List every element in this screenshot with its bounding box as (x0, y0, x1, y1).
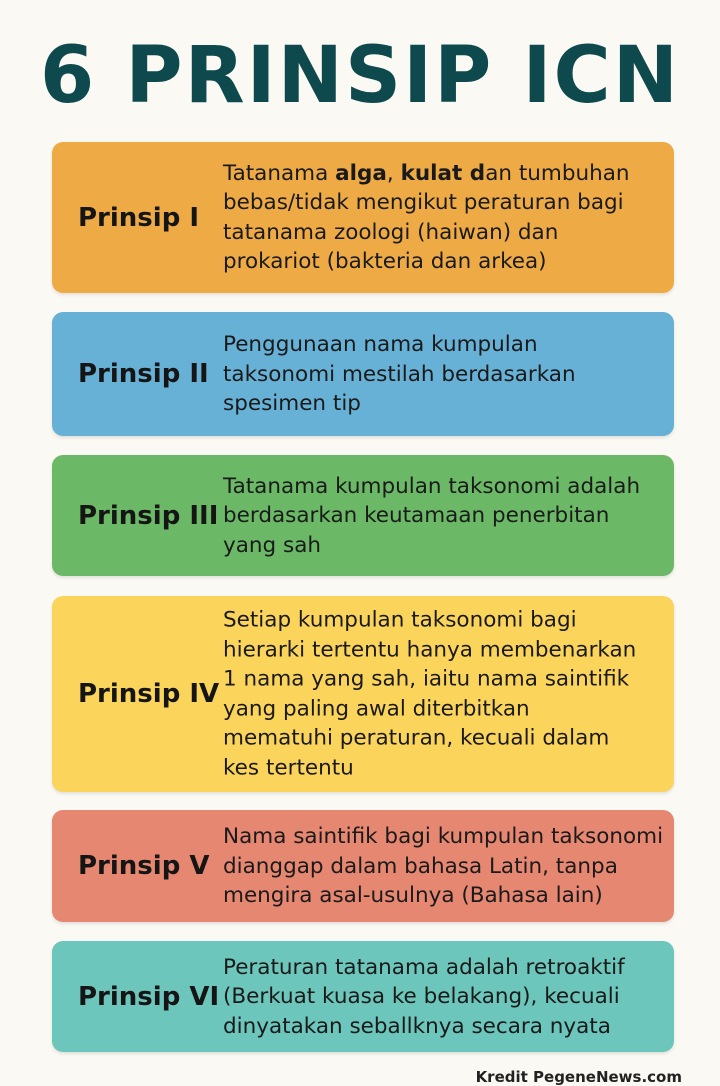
principle-description (223, 952, 678, 1041)
description-line: berdasarkan keutamaan penerbitan (223, 502, 610, 528)
description-line: (Berkuat kuasa ke belakang), kecuali (223, 983, 620, 1009)
principle-label: Prinsip II (78, 359, 209, 389)
description-line: Tatanama kumpulan taksonomi adalah (223, 473, 641, 499)
description-line: Nama saintifik bagi kumpulan taksonomi (223, 823, 664, 849)
description-line: yang paling awal diterbitkan (223, 696, 530, 721)
principle-description (223, 159, 678, 277)
principle-card-1 (52, 142, 674, 293)
description-line: 1 nama yang sah, iaitu nama saintifik (223, 666, 630, 692)
description-line: Setiap kumpulan taksonomi bagi (223, 607, 577, 633)
description-line: tatanama zoologi (haiwan) dan (223, 219, 559, 245)
page-title: 6 PRINSIP ICN (39, 31, 681, 121)
description-line: taksonomi mestilah berdasarkan (223, 361, 576, 387)
description-line: Penggunaan nama kumpulan (223, 331, 538, 357)
description-line: yang sah (223, 532, 322, 558)
description-line: hierarki tertentu hanya membenarkan (223, 637, 637, 662)
principle-description (223, 606, 678, 783)
description-line: Peraturan tatanama adalah retroaktif (223, 954, 625, 980)
description-line: dianggap dalam bahasa Latin, tanpa (223, 853, 618, 879)
principle-label: Prinsip IV (78, 679, 220, 709)
description-line: mematuhi peraturan, kecuali dalam (223, 725, 610, 751)
principle-description (223, 471, 678, 560)
principle-label: Prinsip III (78, 500, 219, 531)
description-line: kes tertentu (223, 755, 354, 780)
description-line: spesimen tip (223, 390, 361, 416)
principle-description (223, 330, 678, 419)
principle-card-4 (52, 596, 674, 792)
description-line: bebas/tidak mengikut peraturan bagi (223, 190, 624, 215)
principle-card-6 (52, 941, 674, 1052)
description-line: mengira asal-usulnya (Bahasa lain) (223, 882, 603, 908)
principle-label: Prinsip VI (78, 981, 220, 1012)
credit-text: Kredit PegeneNews.com (475, 1068, 682, 1086)
description-line: dinyatakan seballknya secara nyata (223, 1013, 611, 1039)
principle-description (223, 822, 678, 911)
principle-label: Prinsip I (78, 202, 200, 233)
principle-card-3 (52, 455, 674, 576)
principle-card-5 (52, 810, 674, 922)
principle-card-2 (52, 312, 674, 436)
description-line: Tatanama alga, kulat dan tumbuhan (223, 160, 630, 186)
principle-label: Prinsip V (78, 851, 210, 881)
description-line: prokariot (bakteria dan arkea) (223, 249, 547, 274)
